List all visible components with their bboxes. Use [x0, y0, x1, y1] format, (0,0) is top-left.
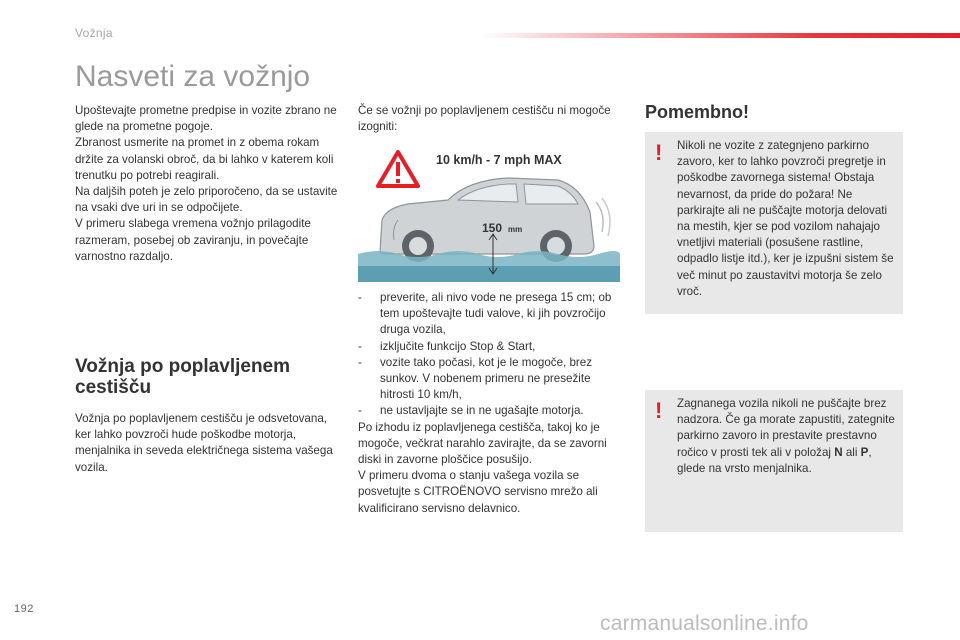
intro-paragraph: Zbranost usmerite na promet in z obema rokam držite za volanski obroč, da bi lahko v katerem koli trenutku po potrebi reagirali.: [75, 136, 334, 182]
list-item: - ne ustavljajte se in ne ugašajte motorja.: [358, 404, 584, 418]
intro-paragraph: Upoštevajte prometne predpise in vozite zbrano ne glede na prometne pogoje.: [75, 104, 337, 134]
section-label: Vožnja: [75, 26, 113, 40]
after-flood-paragraph: Po izhodu iz poplavljenega cestišča, takoj ko je mogoče, večkrat narahlo zavirajte, da se zavorni diski in zavorne ploščice posušijo.: [358, 420, 607, 467]
flood-illustration: [358, 142, 620, 282]
flood-instructions: [358, 290, 620, 517]
list-item: - preverite, ali nivo vode ne presega 15 cm; ob tem upoštevajte tudi valove, ki jih povzročijo druga vozila,: [358, 291, 612, 337]
intro-paragraph: V primeru slabega vremena vožnjo prilagodite razmeram, posebej ob zaviranju, in povečajte varnostno razdaljo.: [75, 217, 311, 263]
watermark: carmanualsonline.info: [600, 612, 809, 635]
intro-paragraph: Na daljših poteh je zelo priporočeno, da se ustavite na vsaki dve uri in se odpočijete.: [75, 185, 338, 215]
header-accent-bar: [480, 33, 960, 38]
flood-heading: Vožnja po poplavljenem cestišču: [75, 356, 291, 398]
page-number: 192: [14, 603, 34, 615]
flood-lead-text: Če se vožnji po poplavljenem cestišču ni mogoče izogniti:: [358, 104, 611, 134]
exclamation-icon: !: [655, 140, 663, 165]
important-heading: Pomembno!: [645, 102, 750, 122]
page-title: Nasveti za vožnjo: [75, 60, 311, 93]
depth-unit: mm: [508, 225, 523, 234]
after-flood-paragraph: V primeru dvoma o stanju vašega vozila se posvetujte s CITROËNOVO servisno mrežo ali kvalificirano servisno delavnico.: [358, 469, 598, 515]
warning-box-unattended: [645, 390, 903, 532]
exclamation-icon: !: [655, 398, 663, 423]
intro-text: [75, 103, 343, 265]
list-item: - vozite tako počasi, kot je le mogoče, brez sunkov. V nobenem primeru ne presežite hitrosti 10 km/h,: [358, 355, 593, 402]
warning-box-parking-brake: [645, 132, 903, 314]
warning-text: Nikoli ne vozite z zategnjeno parkirno zavoro, ker to lahko povzroči pregretje in poškodbe zavornega sistema! Obstaja nevarnost, da pride do požara! Ne parkirajte ali ne puščajte motorja delovati na mestih, kjer se pod vozilom nahajajo vnetljivi materiali (posušene rastline, odpadlo listje itd.), ker je izpušni sistem še več minut po zaustavitvi motorja še zelo vroč.: [677, 139, 894, 298]
depth-value: 150: [482, 221, 503, 235]
flood-text: Vožnja po poplavljenem cestišču je odsvetovana, ker lahko povzroči hude poškodbe motorja, menjalnika in seveda električnega sistema vašega vozila.: [75, 412, 333, 474]
speed-limit-label: 10 km/h - 7 mph MAX: [436, 153, 562, 167]
warning-text: Zagnanega vozila nikoli ne puščajte brez nadzora. Če ga morate zapustiti, zategnite parkirno zavoro in prestavite prestavno ročico v prosti tek ali v položaj N ali P, glede na vrsto menjalnika.: [677, 397, 895, 475]
list-item: - izključite funkcijo Stop & Start,: [358, 339, 536, 353]
